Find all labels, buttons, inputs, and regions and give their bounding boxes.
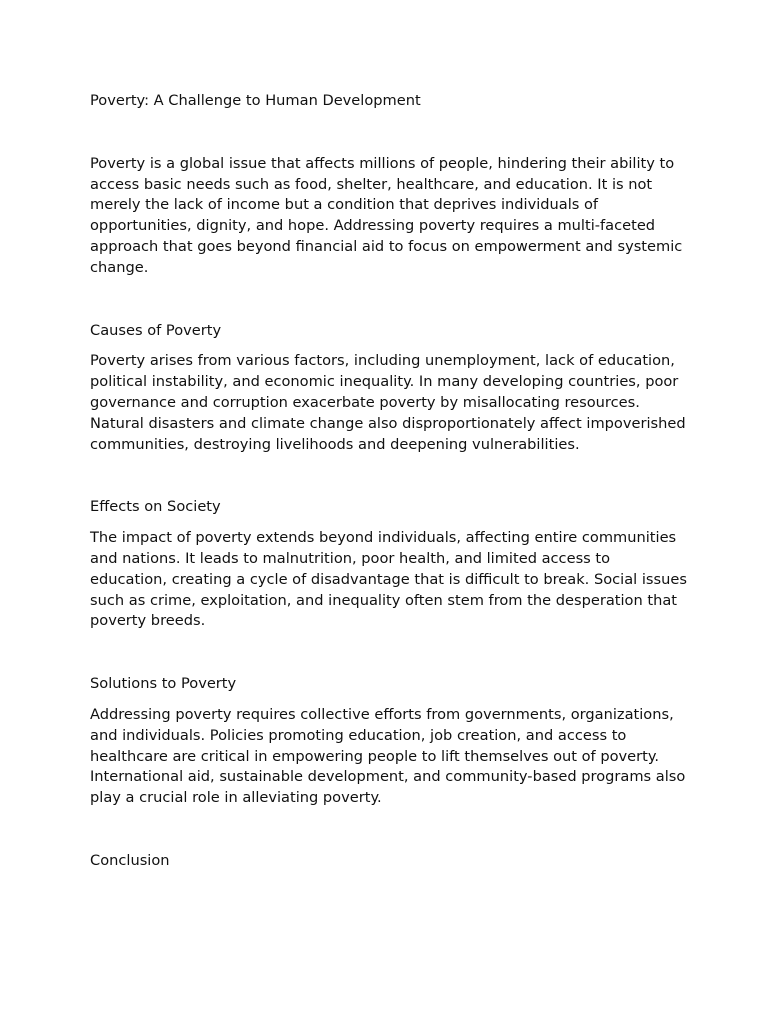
section-heading-solutions: Solutions to Poverty: [90, 675, 237, 693]
intro-paragraph: Poverty is a global issue that affects millions of people, hindering their ability to access basic needs such as food, shelter, healthcare, and education. It is not merely the lack of income but a condition that deprives individuals of opportunities, dignity, and hope. Addressing poverty requires a multi-faceted approach that goes beyond financial aid to focus on empowerment and systemic change.: [90, 154, 683, 276]
section-body-solutions: Addressing poverty requires collective efforts from governments, organizations, and individuals. Policies promoting education, job creation, and access to healthcare are critical in empowering people to lift themselves out of poverty. International aid, sustainable development, and community-based programs also play a crucial role in alleviating poverty.: [90, 705, 686, 807]
section-heading-causes: Causes of Poverty: [90, 321, 222, 339]
section-body-effects: The impact of poverty extends beyond individuals, affecting entire communities and nations. It leads to malnutrition, poor health, and limited access to education, creating a cycle of disadvantage that is difficult to break. Social issues such as crime, exploitation, and inequality often stem from the desperation that poverty breeds.: [90, 529, 687, 630]
section-heading-conclusion: Conclusion: [90, 851, 170, 869]
document-title: Poverty: A Challenge to Human Development: [90, 92, 421, 109]
document-page: [90, 91, 690, 872]
section-heading-effects: Effects on Society: [90, 498, 221, 516]
section-body-causes: Poverty arises from various factors, including unemployment, lack of education, political instability, and economic inequality. In many developing countries, poor governance and corruption exacerbate poverty by misallocating resources. Natural disasters and climate change also disproportionately affect impoverished communities, destroying livelihoods and deepening vulnerabilities.: [90, 352, 686, 453]
